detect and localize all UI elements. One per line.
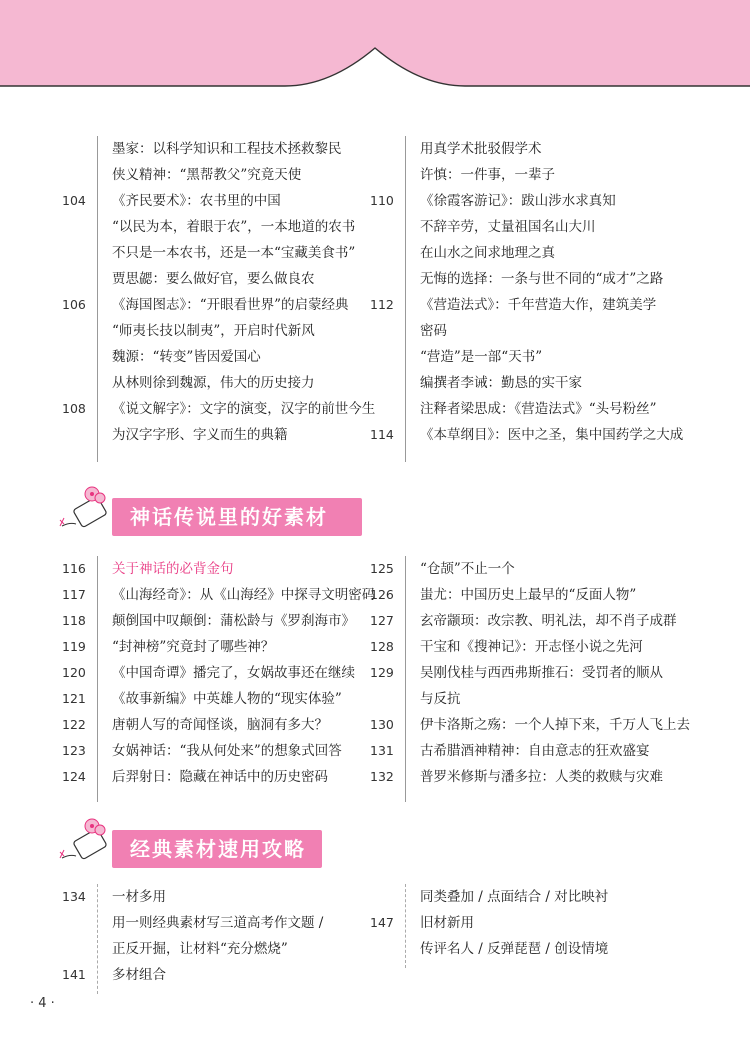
toc-entry — [370, 214, 690, 240]
toc-entry-title: 传评名人 / 反弹琵琶 / 创设情境 — [420, 941, 609, 957]
toc-entry-title: 同类叠加 / 点面结合 / 对比映衬 — [420, 889, 609, 905]
toc-entry — [370, 556, 690, 582]
toc-entry-title: 正反开掘，让材料“充分燃烧” — [112, 941, 288, 957]
toc-entry — [370, 608, 690, 634]
toc-entry — [62, 634, 382, 660]
toc-entry-title: 古希腊酒神精神：自由意志的狂欢盛宴 — [420, 743, 650, 759]
toc-page-number: 125 — [370, 561, 394, 576]
toc-page-number: 121 — [62, 691, 86, 706]
toc-entry — [370, 422, 690, 448]
toc-entry-title: 吴刚伐桂与西西弗斯推石：受罚者的顺从 — [420, 665, 663, 681]
toc-entry-title: 《营造法式》：千年营造大作，建筑美学 — [420, 297, 657, 313]
toc-entry — [370, 712, 690, 738]
toc-entry-title: 多材组合 — [112, 967, 166, 983]
toc-entry-title: 旧材新用 — [420, 915, 474, 931]
toc-entry-title: “仓颉”不止一个 — [420, 561, 515, 577]
toc-entry — [370, 884, 690, 910]
toc-entry — [370, 396, 690, 422]
toc-entry — [62, 660, 382, 686]
toc-entry — [62, 910, 382, 936]
toc-page-number: 128 — [370, 639, 394, 654]
toc-entry-title: 许慎：一件事，一辈子 — [420, 167, 555, 183]
toc-page-number: 110 — [370, 193, 394, 208]
toc-entry — [370, 634, 690, 660]
toc-page-number: 123 — [62, 743, 86, 758]
toc-entry-title: 关于神话的必背金句 — [112, 561, 234, 577]
section-title: 神话传说里的好素材 — [130, 505, 328, 529]
toc-entry-title: 密码 — [420, 323, 447, 339]
toc-page-number: 119 — [62, 639, 86, 654]
toc-entry-title: “营造”是一部“天书” — [420, 349, 543, 365]
toc-entry — [62, 188, 382, 214]
toc-page-number: 127 — [370, 613, 394, 628]
toc-entry — [370, 162, 690, 188]
toc-entry — [370, 266, 690, 292]
toc-page-number: 120 — [62, 665, 86, 680]
toc-entry-title: 颠倒国中叹颠倒：蒲松龄与《罗刹海市》 — [112, 613, 355, 629]
toc-entry — [62, 884, 382, 910]
section-title-bar — [112, 830, 322, 868]
toc-page-number: 141 — [62, 967, 86, 982]
toc-entry — [62, 936, 382, 962]
toc-entry-title: 用一则经典素材写三道高考作文题 / — [112, 915, 324, 931]
toc-page-number: 134 — [62, 889, 86, 904]
toc-entry-title: “以民为本，着眼于农”，一本地道的农书 — [112, 219, 356, 235]
toc-entry — [370, 660, 690, 686]
toc-entry — [62, 214, 382, 240]
toc-page-number: 147 — [370, 915, 394, 930]
toc-page-number: 124 — [62, 769, 86, 784]
toc-divider — [97, 136, 98, 462]
toc-page-number: 104 — [62, 193, 86, 208]
toc-entry — [62, 292, 382, 318]
toc-entry — [370, 764, 690, 790]
toc-entry — [62, 266, 382, 292]
toc-entry-title: 贾思勰：要么做好官，要么做良农 — [112, 271, 315, 287]
page-number: · 4 · — [30, 996, 55, 1011]
toc-entry-title: 《齐民要术》：农书里的中国 — [112, 193, 281, 209]
toc-entry-title: 《说文解字》：文字的演变，汉字的前世今生 — [112, 401, 376, 417]
toc-entry — [62, 582, 382, 608]
toc-page-number: 132 — [370, 769, 394, 784]
toc-entry — [370, 582, 690, 608]
toc-entry-title: 一材多用 — [112, 889, 166, 905]
toc-entry-title: 无悔的选择：一条与世不同的“成才”之路 — [420, 271, 664, 287]
toc-entry — [370, 344, 690, 370]
toc-entry — [62, 136, 382, 162]
toc-divider — [97, 884, 99, 994]
toc-entry-title: 《故事新编》中英雄人物的“现实体验” — [112, 691, 342, 707]
header-band — [0, 0, 750, 110]
toc-entry — [62, 686, 382, 712]
toc-entry — [370, 686, 690, 712]
toc-classic-left — [62, 884, 382, 988]
section-banner-myth — [52, 494, 372, 540]
toc-entry — [62, 396, 382, 422]
toc-page-number: 106 — [62, 297, 86, 312]
toc-entry-title: 墨家：以科学知识和工程技术拯救黎民 — [112, 141, 342, 157]
toc-myth-right — [370, 556, 690, 790]
toc-entry — [370, 136, 690, 162]
toc-page-number: 118 — [62, 613, 86, 628]
toc-entry-title: “师夷长技以制夷”，开启时代新风 — [112, 323, 315, 339]
toc-entry-title: 不辞辛劳，丈量祖国名山大川 — [420, 219, 596, 235]
toc-myth-left — [62, 556, 382, 790]
toc-entry — [62, 370, 382, 396]
toc-entry — [62, 712, 382, 738]
toc-entry — [370, 292, 690, 318]
toc-page-number: 129 — [370, 665, 394, 680]
toc-entry-title: 后羿射日：隐藏在神话中的历史密码 — [112, 769, 328, 785]
toc-entry-title: 在山水之间求地理之真 — [420, 245, 555, 261]
toc-entry-title: 伊卡洛斯之殇：一个人掉下来，千万人飞上去 — [420, 717, 690, 733]
toc-entry — [62, 344, 382, 370]
toc-page-number: 108 — [62, 401, 86, 416]
toc-entry — [62, 764, 382, 790]
toc-entry — [370, 188, 690, 214]
toc-page-number: 130 — [370, 717, 394, 732]
toc-page-number: 116 — [62, 561, 86, 576]
toc-page-number: 122 — [62, 717, 86, 732]
toc-entry — [370, 936, 690, 962]
toc-entry — [62, 240, 382, 266]
toc-entry-title: 干宝和《搜神记》：开志怪小说之先河 — [420, 639, 643, 655]
section-title-bar — [112, 498, 362, 536]
toc-entry — [62, 556, 382, 582]
toc-entry-title: 不只是一本农书，还是一本“宝藏美食书” — [112, 245, 356, 261]
toc-entry — [62, 608, 382, 634]
toc-entry — [62, 962, 382, 988]
toc-entry-title: 蚩尤：中国历史上最早的“反面人物” — [420, 587, 637, 603]
toc-entry-title: 普罗米修斯与潘多拉：人类的救赎与灾难 — [420, 769, 663, 785]
toc-entry-title: 《海国图志》：“开眼看世界”的启蒙经典 — [112, 297, 349, 313]
toc-entry — [62, 422, 382, 448]
toc-classic-right — [370, 884, 690, 962]
toc-entry-title: 《本草纲目》：医中之圣，集中国药学之大成 — [420, 427, 684, 443]
toc-entry-title: 编撰者李诫：勤恳的实干家 — [420, 375, 582, 391]
toc-entry — [62, 318, 382, 344]
toc-entry-title: 从林则徐到魏源，伟大的历史接力 — [112, 375, 315, 391]
toc-entry-title: 唐朝人写的奇闻怪谈，脑洞有多大？ — [112, 717, 328, 733]
toc-divider — [405, 136, 406, 462]
toc-divider — [405, 556, 406, 802]
toc-page-number: 117 — [62, 587, 86, 602]
toc-page-number: 131 — [370, 743, 394, 758]
toc-entry-title: 与反抗 — [420, 691, 461, 707]
toc-entry — [370, 910, 690, 936]
toc-page-number: 112 — [370, 297, 394, 312]
toc-divider — [97, 556, 98, 802]
toc-entry — [370, 738, 690, 764]
toc-entry-title: 侠义精神：“黑帮教父”究竟天使 — [112, 167, 302, 183]
toc-entry-title: “封神榜”究竟封了哪些神？ — [112, 639, 275, 655]
toc-entry-title: 用真学术批驳假学术 — [420, 141, 542, 157]
toc-entry — [370, 370, 690, 396]
toc-top-left — [62, 136, 382, 448]
toc-entry-title: 魏源：“转变”皆因爱国心 — [112, 349, 261, 365]
toc-entry-title: 《徐霞客游记》：跋山涉水求真知 — [420, 193, 616, 209]
section-title: 经典素材速用攻略 — [130, 837, 306, 861]
toc-page-number: 114 — [370, 427, 394, 442]
toc-entry — [370, 318, 690, 344]
toc-divider — [405, 884, 407, 968]
toc-entry-title: 女娲神话：“我从何处来”的想象式回答 — [112, 743, 342, 759]
toc-page-number: 126 — [370, 587, 394, 602]
toc-entry — [370, 240, 690, 266]
toc-entry — [62, 738, 382, 764]
toc-entry-title: 玄帝颛顼：改宗教、明礼法，却不肖子成群 — [420, 613, 677, 629]
toc-entry-title: 《山海经奇》：从《山海经》中探寻文明密码 — [112, 587, 376, 603]
toc-entry-title: 注释者梁思成：《营造法式》“头号粉丝” — [420, 401, 657, 417]
toc-entry — [62, 162, 382, 188]
section-banner-classic — [52, 826, 372, 872]
toc-entry-title: 为汉字字形、字义而生的典籍 — [112, 427, 288, 443]
toc-top-right — [370, 136, 690, 448]
toc-entry-title: 《中国奇谭》播完了，女娲故事还在继续 — [112, 665, 355, 681]
